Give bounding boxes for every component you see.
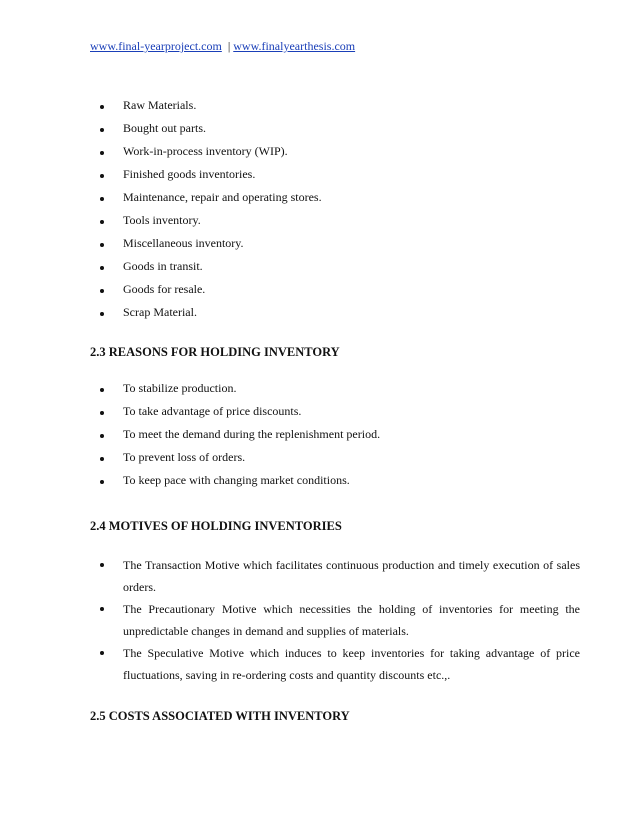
list-item: To take advantage of price discounts. (90, 403, 380, 426)
bullet-icon (100, 105, 104, 109)
bullet-icon (100, 220, 104, 224)
list-item: Finished goods inventories. (90, 166, 322, 189)
bullet-icon (100, 243, 104, 247)
inventory-types-list (90, 97, 322, 327)
bullet-icon (100, 480, 104, 484)
bullet-icon (100, 312, 104, 316)
list-item: Maintenance, repair and operating stores. (90, 189, 322, 212)
motives-list (90, 554, 580, 686)
bullet-icon (100, 411, 104, 415)
bullet-icon (100, 388, 104, 392)
bullet-icon (100, 607, 104, 611)
list-item: Scrap Material. (90, 304, 322, 327)
reasons-list (90, 380, 380, 495)
list-item: To meet the demand during the replenishment period. (90, 426, 380, 449)
list-item: The Speculative Motive which induces to keep inventories for taking advantage of price fluctuations, saving in re-ordering costs and quantity discounts etc.,. (90, 642, 580, 686)
list-item: Goods in transit. (90, 258, 322, 281)
page-header (90, 39, 355, 54)
list-item: Raw Materials. (90, 97, 322, 120)
list-item: Tools inventory. (90, 212, 322, 235)
list-item: Miscellaneous inventory. (90, 235, 322, 258)
header-link-finalyearthesis[interactable]: www.finalyearthesis.com (233, 39, 356, 53)
bullet-icon (100, 651, 104, 655)
list-item: Goods for resale. (90, 281, 322, 304)
list-item: The Transaction Motive which facilitates continuous production and timely execution of sales orders. (90, 554, 580, 598)
bullet-icon (100, 128, 104, 132)
list-item: To stabilize production. (90, 380, 380, 403)
header-link-final-yearproject[interactable]: www.final-yearproject.com (90, 39, 222, 53)
list-item: Work-in-process inventory (WIP). (90, 143, 322, 166)
section-heading-2-5: 2.5 COSTS ASSOCIATED WITH INVENTORY (90, 709, 350, 723)
list-item: The Precautionary Motive which necessities the holding of inventories for meeting the unpredictable changes in demand and supplies of materials. (90, 598, 580, 642)
bullet-icon (100, 457, 104, 461)
list-item: To prevent loss of orders. (90, 449, 380, 472)
bullet-icon (100, 174, 104, 178)
bullet-icon (100, 289, 104, 293)
header-separator: | (227, 39, 231, 53)
list-item: Bought out parts. (90, 120, 322, 143)
section-heading-2-3: 2.3 REASONS FOR HOLDING INVENTORY (90, 345, 340, 359)
section-heading-2-4: 2.4 MOTIVES OF HOLDING INVENTORIES (90, 519, 342, 533)
list-item: To keep pace with changing market conditions. (90, 472, 380, 495)
bullet-icon (100, 151, 104, 155)
bullet-icon (100, 266, 104, 270)
bullet-icon (100, 563, 104, 567)
bullet-icon (100, 197, 104, 201)
bullet-icon (100, 434, 104, 438)
